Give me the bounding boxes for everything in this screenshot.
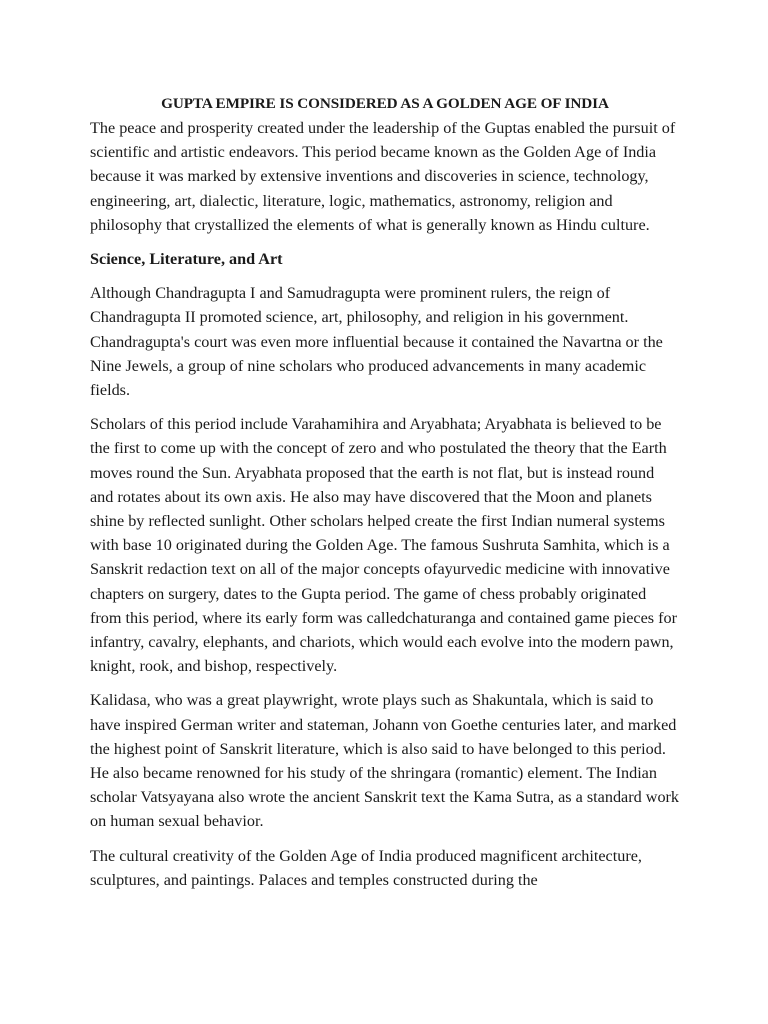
section-heading: Science, Literature, and Art [90,250,283,269]
paragraph-kalidasa: Kalidasa, who was a great playwright, wrote plays such as Shakuntala, which is said to have inspired German writer and stateman, Johann von Goethe centuries later, and marked the highest point of Sanskrit literature, which is also said to have belonged to this period. He also became renowned for his study of the shringara (romantic) element. The Indian scholar Vatsyayana also wrote the ancient Sanskrit text the Kama Sutra, as a standard work on human sexual behavior. [90,691,680,831]
document-body [90,92,680,902]
document-title: GUPTA EMPIRE IS CONSIDERED AS A GOLDEN AGE OF INDIA [161,95,609,112]
intro-paragraph: The peace and prosperity created under the leadership of the Guptas enabled the pursuit of scientific and artistic endeavors. This period became known as the Golden Age of India because it was marked by extensive inventions and discoveries in science, technology, engineering, art, dialectic, literature, logic, mathematics, astronomy, religion and philosophy that crystallized the elements of what is generally known as Hindu culture. [90,119,676,234]
paragraph-scholars: Scholars of this period include Varahamihira and Aryabhata; Aryabhata is believed to be the first to come up with the concept of zero and who postulated the theory that the Earth moves round the Sun. Aryabhata proposed that the earth is not flat, but is instead round and rotates about its own axis. He also may have discovered that the Moon and planets shine by reflected sunlight. Other scholars helped create the first Indian numeral systems with base 10 originated during the Golden Age. The famous Sushruta Samhita, which is a Sanskrit redaction text on all of the major concepts ofayurvedic medicine with innovative chapters on surgery, dates to the Gupta period. The game of chess probably originated from this period, where its early form was calledchaturanga and contained game pieces for infantry, cavalry, elephants, and chariots, which would each evolve into the modern pawn, knight, rook, and bishop, respectively. [90,415,678,676]
paragraph-architecture: The cultural creativity of the Golden Age of India produced magnificent architecture, sculptures, and paintings. Palaces and temples constructed during the [90,846,642,889]
paragraph-navratna: Although Chandragupta I and Samudragupta were prominent rulers, the reign of Chandragupta II promoted science, art, philosophy, and religion in his government. Chandragupta's court was even more influential because it contained the Navartna or the Nine Jewels, a group of nine scholars who produced advancements in many academic fields. [90,284,663,400]
